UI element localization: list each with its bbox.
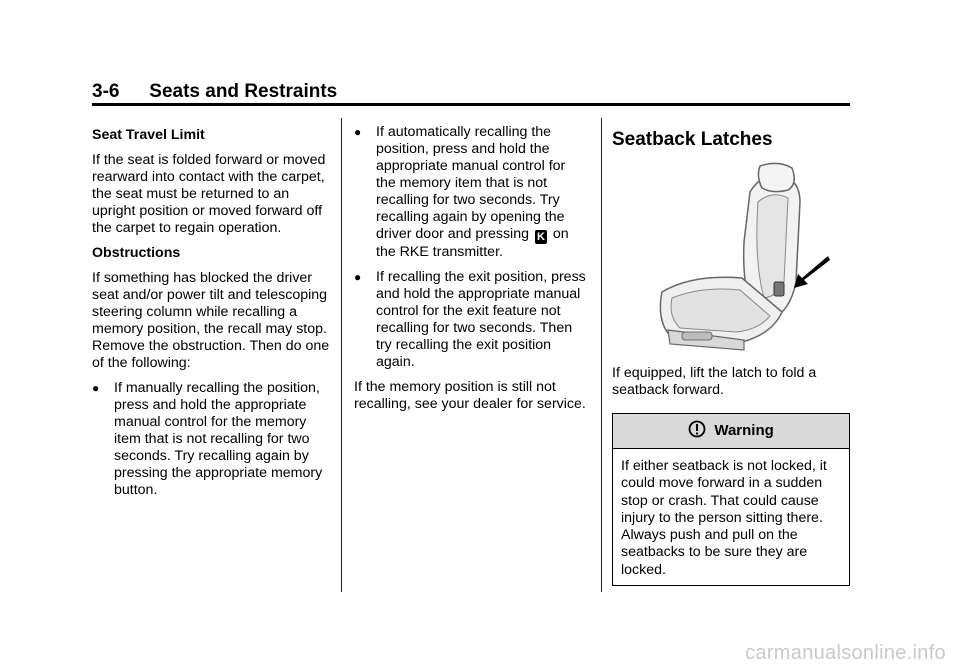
column-divider-2 xyxy=(601,118,602,592)
list-item xyxy=(354,269,586,371)
paragraph-obstructions: If something has blocked the driver seat and/or power tilt and telescoping steering column while recalling a memory position, the recall may stop. Remove the obstruction. Then do one of the following: xyxy=(92,270,330,371)
section-title: Seatback Latches xyxy=(612,129,773,150)
bullet-icon: ● xyxy=(354,270,362,284)
page-number: 3-6 xyxy=(92,81,120,102)
paragraph-latch: If equipped, lift the latch to fold a seatback forward. xyxy=(612,365,817,398)
column-3 xyxy=(612,124,852,586)
column-divider-1 xyxy=(341,118,342,592)
paragraph-dealer: If the memory position is still not recalling, see your dealer for service. xyxy=(354,379,586,412)
warning-box xyxy=(612,413,850,586)
bullet-text-cont: on the RKE transmitter. xyxy=(376,226,569,260)
column-1 xyxy=(92,127,332,507)
column-2 xyxy=(354,124,586,421)
list-item xyxy=(354,124,586,261)
bullet-text: If recalling the exit position, press and hold the appropriate manual control for the exit feature not recalling for two seconds. Then try recalling the exit position again. xyxy=(376,269,586,370)
chapter-title: Seats and Restraints xyxy=(149,81,338,102)
paragraph-seat-travel: If the seat is folded forward or moved rearward into contact with the carpet, the seat must be returned to an upright position or moved forward off the carpet to regain operation. xyxy=(92,152,326,236)
heading-seat-travel-limit: Seat Travel Limit xyxy=(92,127,205,143)
list-item xyxy=(92,380,332,499)
bullet-icon: ● xyxy=(92,381,100,395)
warning-header xyxy=(613,414,849,449)
bullet-text: If manually recalling the position, press and hold the appropriate manual control for the memory item that is not recalling for two seconds. Try recalling again by pressing the appropriate memory button. xyxy=(114,380,323,498)
heading-obstructions: Obstructions xyxy=(92,245,181,261)
seat-illustration xyxy=(632,162,852,352)
warning-text: If either seatback is not locked, it could move forward in a sudden stop or crash. That could cause injury to the person sitting there. Always push and pull on the seatbacks to be sure they are locked. xyxy=(621,458,827,578)
warning-icon xyxy=(688,420,706,438)
watermark: carmanualsonline.info xyxy=(745,642,946,664)
warning-title: Warning xyxy=(714,422,774,439)
bullet-text: If automatically recalling the position, press and hold the appropriate manual control for the memory item that is not recalling for two seconds. Try recalling again by opening the driver door and pressing xyxy=(376,124,566,242)
rke-key-icon: K xyxy=(535,230,547,244)
bullet-icon: ● xyxy=(354,125,362,139)
header-rule xyxy=(92,103,850,106)
